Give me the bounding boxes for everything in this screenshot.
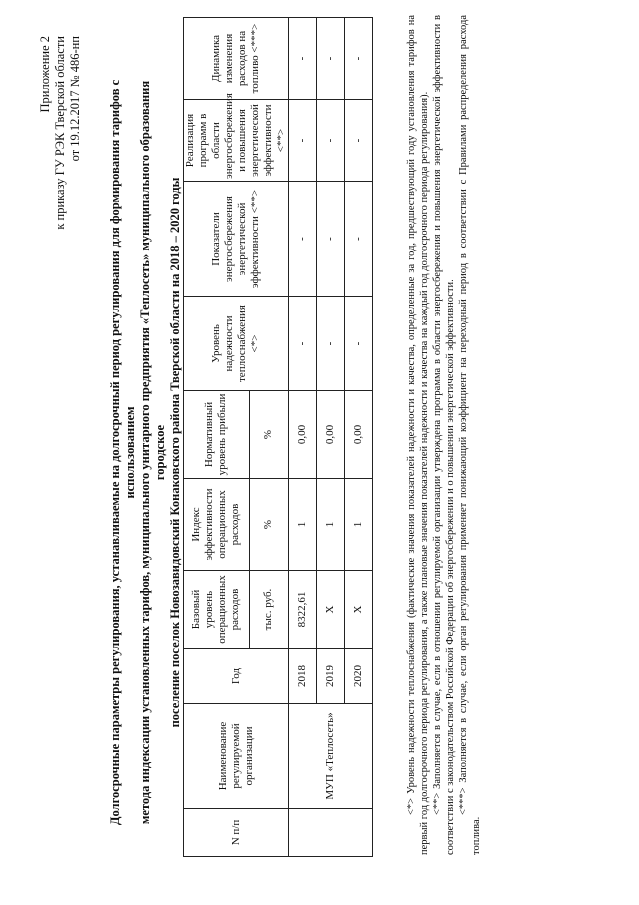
cell-fuel: -	[317, 18, 345, 100]
header-program: Реализация программ в области энергосбережения и повышения энергетической эффективности <**>	[184, 100, 289, 182]
header-reliability: Уровень надежности теплоснабжения <*>	[184, 297, 289, 391]
title-line-1: Долгосрочные параметры регулирования, устанавливаемые на долгосрочный период регулирования для формирования тарифов с использованием	[108, 79, 137, 826]
header-num: N п/п	[184, 809, 289, 857]
header-index: Индекс эффективности операционных расходов	[184, 479, 250, 571]
table-row	[289, 18, 317, 857]
cell-base: Х	[345, 571, 373, 649]
header-year: Год	[184, 649, 289, 704]
cell-reliability: -	[289, 297, 317, 391]
cell-fuel: -	[289, 18, 317, 100]
cell-energy: -	[345, 182, 373, 297]
cell-index: 1	[345, 479, 373, 571]
unit-profit: %	[249, 391, 288, 479]
title-line-2: метода индексации установленных тарифов, муниципального унитарного предприятия «Теплосеть» муниципального образования городское	[138, 80, 167, 825]
cell-org: МУП «Теплосеть»	[289, 704, 373, 809]
header-profit: Нормативный уровень прибыли	[184, 391, 250, 479]
cell-num	[289, 809, 373, 857]
footnote-1: <*> Уровень надежности теплоснабжения (фактические значения показателей надежности и качества, определенные за год, предшествующий году установления тарифов на первый год долгосрочного периода регулирования, а также плановые значения показателей надежности и качества на каждый год долгосрочного периода регулирования).	[406, 15, 430, 855]
header-org: Наименование регулируемой организации	[184, 704, 289, 809]
appendix-order: к приказу ГУ РЭК Тверской области	[53, 36, 67, 230]
cell-program: -	[317, 100, 345, 182]
header-base: Базовый уровень операционных расходов	[184, 571, 250, 649]
cell-year: 2018	[289, 649, 317, 704]
title-line-3: поселение поселок Новозавидовский Конаковского района Тверской области на 2018 – 2020 годы	[168, 177, 182, 728]
cell-profit: 0,00	[345, 391, 373, 479]
cell-reliability: -	[317, 297, 345, 391]
unit-index: %	[249, 479, 288, 571]
cell-fuel: -	[345, 18, 373, 100]
header-fuel: Динамика изменения расходов на топливо <***>	[184, 18, 289, 100]
footnotes	[405, 15, 483, 855]
cell-energy: -	[289, 182, 317, 297]
document-title	[108, 60, 183, 845]
cell-program: -	[289, 100, 317, 182]
header-energy: Показатели энергосбережения энергетической эффективности <**>	[184, 182, 289, 297]
cell-year: 2019	[317, 649, 345, 704]
cell-index: 1	[289, 479, 317, 571]
table-header-row	[184, 18, 250, 857]
unit-base: тыс. руб.	[249, 571, 288, 649]
cell-reliability: -	[345, 297, 373, 391]
cell-energy: -	[317, 182, 345, 297]
cell-base: 8322,61	[289, 571, 317, 649]
appendix-date: от 19.12.2017 № 486-нп	[68, 36, 82, 162]
cell-profit: 0,00	[289, 391, 317, 479]
footnote-3: <***> Заполняется в случае, если орган регулирования применяет понижающий коэффициент на переходный период в соответствии с Правилами распределения расхода топлива.	[458, 15, 482, 855]
cell-year: 2020	[345, 649, 373, 704]
cell-base: Х	[317, 571, 345, 649]
cell-profit: 0,00	[317, 391, 345, 479]
parameters-table	[183, 17, 373, 857]
cell-program: -	[345, 100, 373, 182]
appendix-number: Приложение 2	[38, 36, 52, 113]
appendix-header	[38, 36, 83, 230]
cell-index: 1	[317, 479, 345, 571]
footnote-2: <**> Заполняется в случае, если в отношении регулируемой организации утверждена программа в области энергосбережения и повышения энергетической эффективности в соответствии с законодательством Российской Федерации об энергосбережении и о повышении энергетической эффективности.	[432, 15, 456, 855]
